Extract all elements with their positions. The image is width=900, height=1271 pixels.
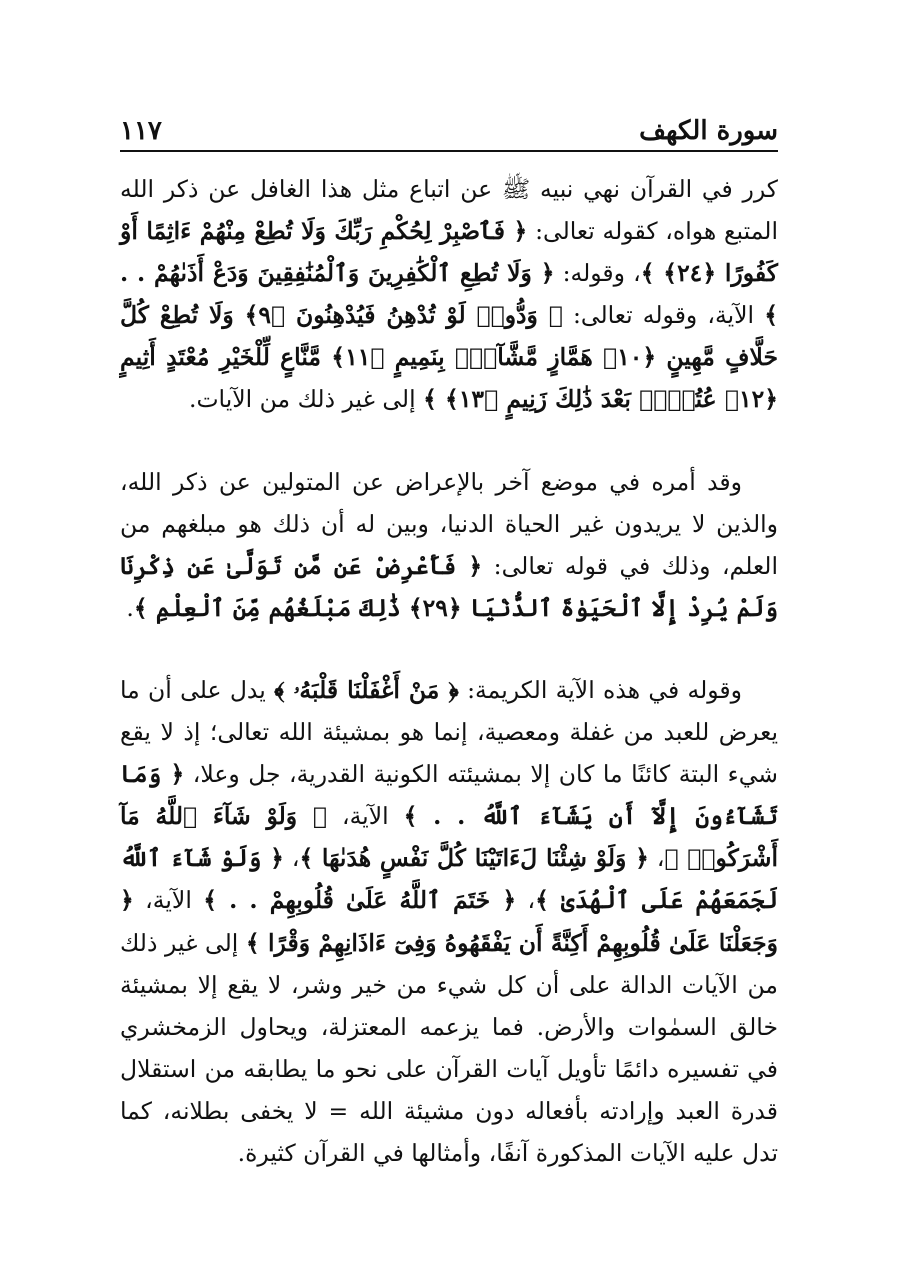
body-text: وقد أمره في موضع آخر بالإعراض عن المتولين عن ذكر الله، والذين لا يريدون غير الحياة الدنيا، وبين له أن ذلك هو مبلغهم من العلم، وذلك في قوله تعالى:: [120, 467, 778, 580]
quran-verse: ﴿ وَلَوْ شِئْنَا لَءَاتَيْنَا كُلَّ نَفْسٍ هُدَىٰهَا ﴾: [299, 844, 649, 873]
quran-verse: ﴿ وَلَوْ شَآءَ ٱللَّهُ مَآ أَشْرَكُوا۟ ﴾: [120, 802, 778, 873]
quran-verse: ﴿ فَٱصْبِرْ لِحُكْمِ رَبِّكَ وَلَا تُطِعْ مِنْهُمْ ءَاثِمًا أَوْ كَفُورًا ﴿٢٤﴾ ﴾: [120, 217, 778, 288]
body-text: إلى غير ذلك من الآيات الدالة على أن كل شيء من خير وشر، لا يقع إلا بمشيئة خالق السمٰوات والأرض. فما يزعمه المعتزلة، ويحاول الزمخشري في تفسيره دائمًا تأويل آيات القرآن على نحو ما يطابقه من استقلال قدرة العبد وإرادته بأفعاله دون مشيئة الله = لا يخفى بطلانه، كما تدل عليه الآيات المذكورة آنفًا، وأمثالها في القرآن كثيرة.: [120, 928, 778, 1167]
body-text: ،: [283, 844, 300, 873]
quran-verse: ﴿ وَلَوْ شَآءَ ٱللَّهُ لَجَمَعَهُمْ عَلَى ٱلْهُدَىٰ ﴾: [120, 844, 778, 915]
paragraph-1: [120, 168, 778, 421]
page-body: [120, 168, 778, 1174]
body-text: إلى غير ذلك من الآيات.: [188, 385, 424, 414]
quran-verse: ﴿ مَنْ أَغْفَلْنَا قَلْبَهُۥ ﴾: [274, 675, 459, 704]
body-text: وقوله في هذه الآية الكريمة:: [458, 675, 742, 704]
quran-verse: ﴿ وَدُّوا۟ لَوْ تُدْهِنُ فَيُدْهِنُونَ ﴿٩﴾ وَلَا تُطِعْ كُلَّ حَلَّافٍ مَّهِينٍ ﴿١٠﴾ هَمَّازٍ مَّشَّآءٍۭ بِنَمِيمٍ ﴿١١﴾ مَّنَّاعٍ لِّلْخَيْرِ مُعْتَدٍ أَثِيمٍ ﴿١٢﴾ عُتُلٍّۭ بَعْدَ ذَٰلِكَ زَنِيمٍ ﴿١٣﴾ ﴾: [120, 301, 778, 414]
page-header: [120, 104, 778, 152]
body-text: ،: [648, 844, 665, 873]
body-text: الآية، وقوله تعالى:: [562, 301, 765, 330]
body-text: .: [126, 593, 134, 622]
quran-verse: ﴿ وَمَا تَشَآءُونَ إِلَّآ أَن يَشَآءَ ٱللَّهُ . . ﴾: [120, 760, 778, 831]
surah-title: سورة الكهف: [639, 116, 778, 147]
body-text: الآية،: [133, 886, 204, 915]
body-text: ، وقوله:: [554, 259, 641, 288]
body-text: يدل على أن ما يعرض للعبد من غفلة ومعصية، إنما هو بمشيئة الله تعالى؛ إذ لا يقع شيء البتة كائنًا ما كان إلا بمشيئته الكونية القدرية، جل وعلا،: [120, 675, 778, 789]
body-text: كرر في القرآن نهي نبيه ﷺ عن اتباع مثل هذا الغافل عن ذكر الله المتبع هواه، كقوله تعالى:: [120, 175, 778, 246]
body-text: الآية،: [326, 802, 404, 831]
paragraph-3: [120, 669, 778, 1174]
body-text: ،: [516, 886, 536, 915]
quran-verse: ﴿ وَجَعَلْنَا عَلَىٰ قُلُوبِهِمْ أَكِنَّةً أَن يَفْقَهُوهُ وَفِىٓ ءَاذَانِهِمْ وَقْرًا ﴾: [120, 886, 778, 957]
quran-verse: ﴿ خَتَمَ ٱللَّهُ عَلَىٰ قُلُوبِهِمْ . . ﴾: [203, 886, 517, 915]
quran-verse: ﴿ وَلَا تُطِعِ ٱلْكَٰفِرِينَ وَٱلْمُنَٰفِقِينَ وَدَعْ أَذَىٰهُمْ . . ﴾: [120, 259, 778, 330]
page-number: ١١٧: [120, 116, 162, 147]
paragraph-2: [120, 461, 778, 629]
quran-verse: ﴿ فَأَعْرِضْ عَن مَّن تَوَلَّىٰ عَن ذِكْرِنَا وَلَمْ يُرِدْ إِلَّا ٱلْحَيَوٰةَ ٱلدُّنْيَا ﴿٢٩﴾ ذَٰلِكَ مَبْلَغُهُم مِّنَ ٱلْعِلْمِ ﴾: [120, 551, 778, 622]
